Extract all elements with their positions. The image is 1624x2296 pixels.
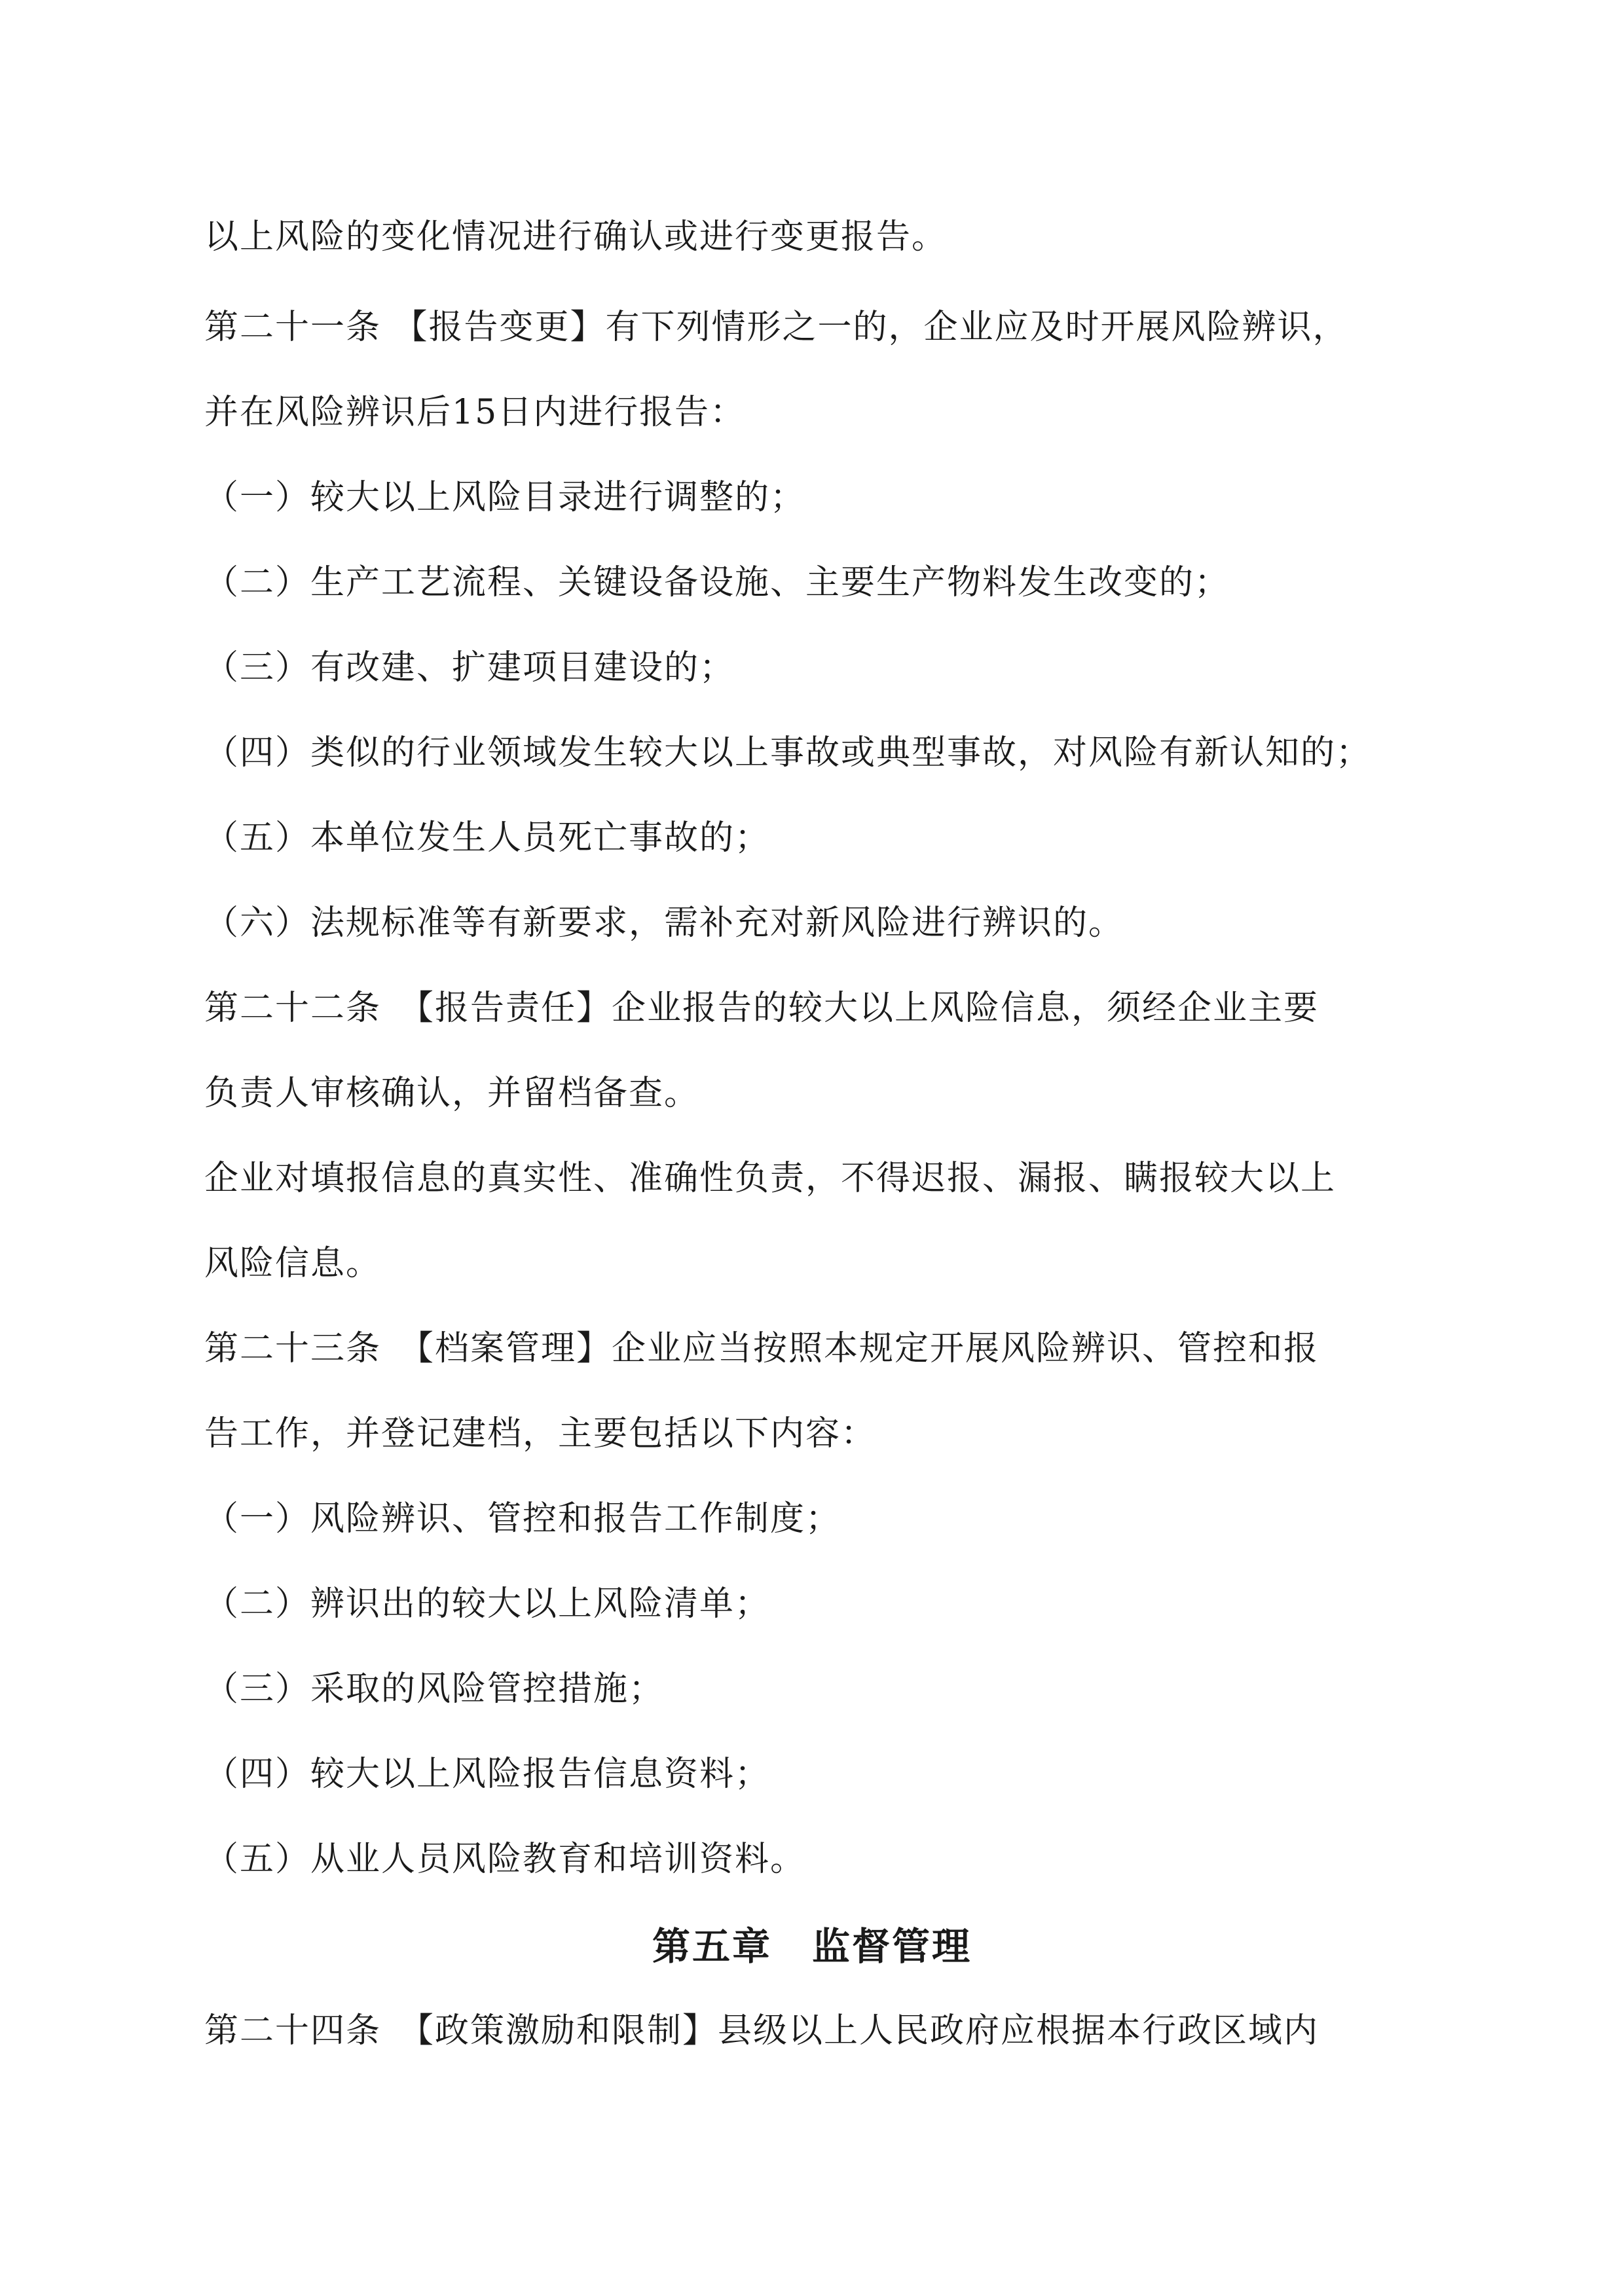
list-item-4: （四）类似的行业领域发生较大以上事故或典型事故，对风险有新认知的； <box>204 733 1372 773</box>
article-23-line-1: 第二十三条 【档案管理】企业应当按照本规定开展风险辨识、管控和报 <box>204 1329 1320 1368</box>
list-item-1b: （一）风险辨识、管控和报告工作制度； <box>204 1499 841 1539</box>
list-item-6: （六）法规标准等有新要求，需补充对新风险进行辨识的。 <box>204 903 1124 943</box>
chapter-heading: 第五章 监督管理 <box>652 1924 972 1969</box>
article-21-line-1: 第二十一条 【报告变更】有下列情形之一的，企业应及时开展风险辨识， <box>204 308 1348 347</box>
list-item-3: （三）有改建、扩建项目建设的； <box>204 648 735 687</box>
list-item-2b: （二）辨识出的较大以上风险清单； <box>204 1584 771 1624</box>
article-23-line-2: 告工作，并登记建档，主要包括以下内容： <box>204 1414 877 1453</box>
list-item-1: （一）较大以上风险目录进行调整的； <box>204 478 806 517</box>
paragraph-line-2: 风险信息。 <box>204 1244 382 1283</box>
article-24-line-1: 第二十四条 【政策激励和限制】县级以上人民政府应根据本行政区域内 <box>204 2011 1320 2050</box>
list-item-5: （五）本单位发生人员死亡事故的； <box>204 818 771 858</box>
list-item-4b: （四）较大以上风险报告信息资料； <box>204 1755 771 1794</box>
list-item-5b: （五）从业人员风险教育和培训资料。 <box>204 1840 806 1879</box>
paragraph-line-1: 企业对填报信息的真实性、准确性负责，不得迟报、漏报、瞒报较大以上 <box>204 1159 1337 1198</box>
list-item-3b: （三）采取的风险管控措施； <box>204 1669 665 1709</box>
article-22-line-2: 负责人审核确认，并留档备查。 <box>204 1074 700 1113</box>
article-21-line-2: 并在风险辨识后15日内进行报告： <box>204 393 746 432</box>
text-line-1: 以上风险的变化情况进行确认或进行变更报告。 <box>204 217 948 257</box>
article-22-line-1: 第二十二条 【报告责任】企业报告的较大以上风险信息，须经企业主要 <box>204 989 1320 1028</box>
list-item-2: （二）生产工艺流程、关键设备设施、主要生产物料发生改变的； <box>204 563 1230 602</box>
